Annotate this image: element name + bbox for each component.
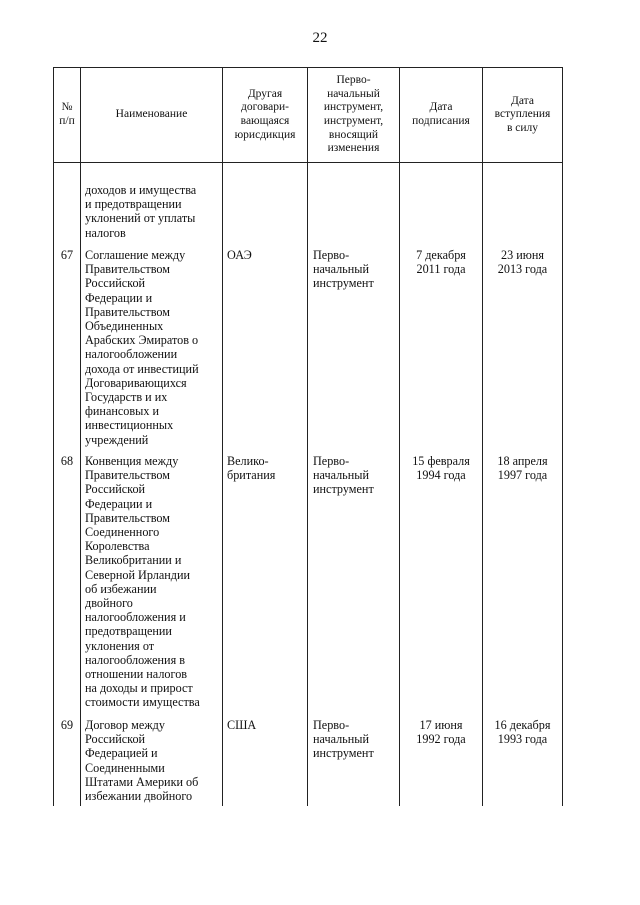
row-number: 68: [60, 454, 74, 468]
header-effective-date: Дата вступления в силу: [494, 94, 551, 134]
agreement-name: Соглашение между Правительством Российской Федерации и Правительством Объединенных Арабских Эмиратов о налогообложении дохода от инвестиций Договаривающихся Государств и их финансовых и инвестиционных учреждений: [85, 248, 199, 447]
header-name: Наименование: [115, 108, 188, 121]
jurisdiction: Велико- британия: [227, 454, 276, 483]
header-signed-date: Дата подписания: [412, 101, 470, 127]
column-divider: [307, 68, 308, 806]
column-divider: [482, 68, 483, 806]
column-divider: [80, 68, 81, 806]
page-number: 22: [312, 30, 328, 46]
header-jurisdiction: Другая договари- вающаяся юрисдикция: [234, 87, 296, 141]
column-divider: [222, 68, 223, 806]
signed-date: 15 февраля 1994 года: [412, 454, 470, 483]
instrument-type: Перво- начальный инструмент: [313, 718, 374, 761]
table-header-row: [54, 68, 562, 163]
row-number: 67: [60, 248, 74, 262]
jurisdiction: США: [227, 718, 257, 732]
instrument-type: Перво- начальный инструмент: [313, 248, 374, 291]
agreement-name: Договор между Российской Федерацией и Соединенными Штатами Америки об избежании двойного: [85, 718, 199, 804]
jurisdiction: ОАЭ: [227, 248, 252, 262]
column-divider: [399, 68, 400, 806]
instrument-type: Перво- начальный инструмент: [313, 454, 374, 497]
signed-date: 17 июня 1992 года: [416, 718, 466, 747]
header-instrument: Перво- начальный инструмент, инструмент, вносящий изменения: [323, 74, 384, 155]
effective-date: 23 июня 2013 года: [497, 248, 548, 277]
agreement-name: Конвенция между Правительством Российской Федерации и Правительством Соединенного Королевства Великобритании и Северной Ирландии об избежании двойного налогообложения и предотвращении уклонения от налогообложения в отношении налогов на доходы и прирост стоимости имущества: [85, 454, 200, 710]
treaty-table: [53, 67, 563, 806]
continuation-text: доходов и имущества и предотвращении уклонений от уплаты налогов: [85, 183, 197, 240]
signed-date: 7 декабря 2011 года: [416, 248, 466, 277]
header-number: № п/п: [59, 101, 75, 127]
effective-date: 18 апреля 1997 года: [497, 454, 548, 483]
effective-date: 16 декабря 1993 года: [494, 718, 551, 747]
row-number: 69: [60, 718, 74, 732]
